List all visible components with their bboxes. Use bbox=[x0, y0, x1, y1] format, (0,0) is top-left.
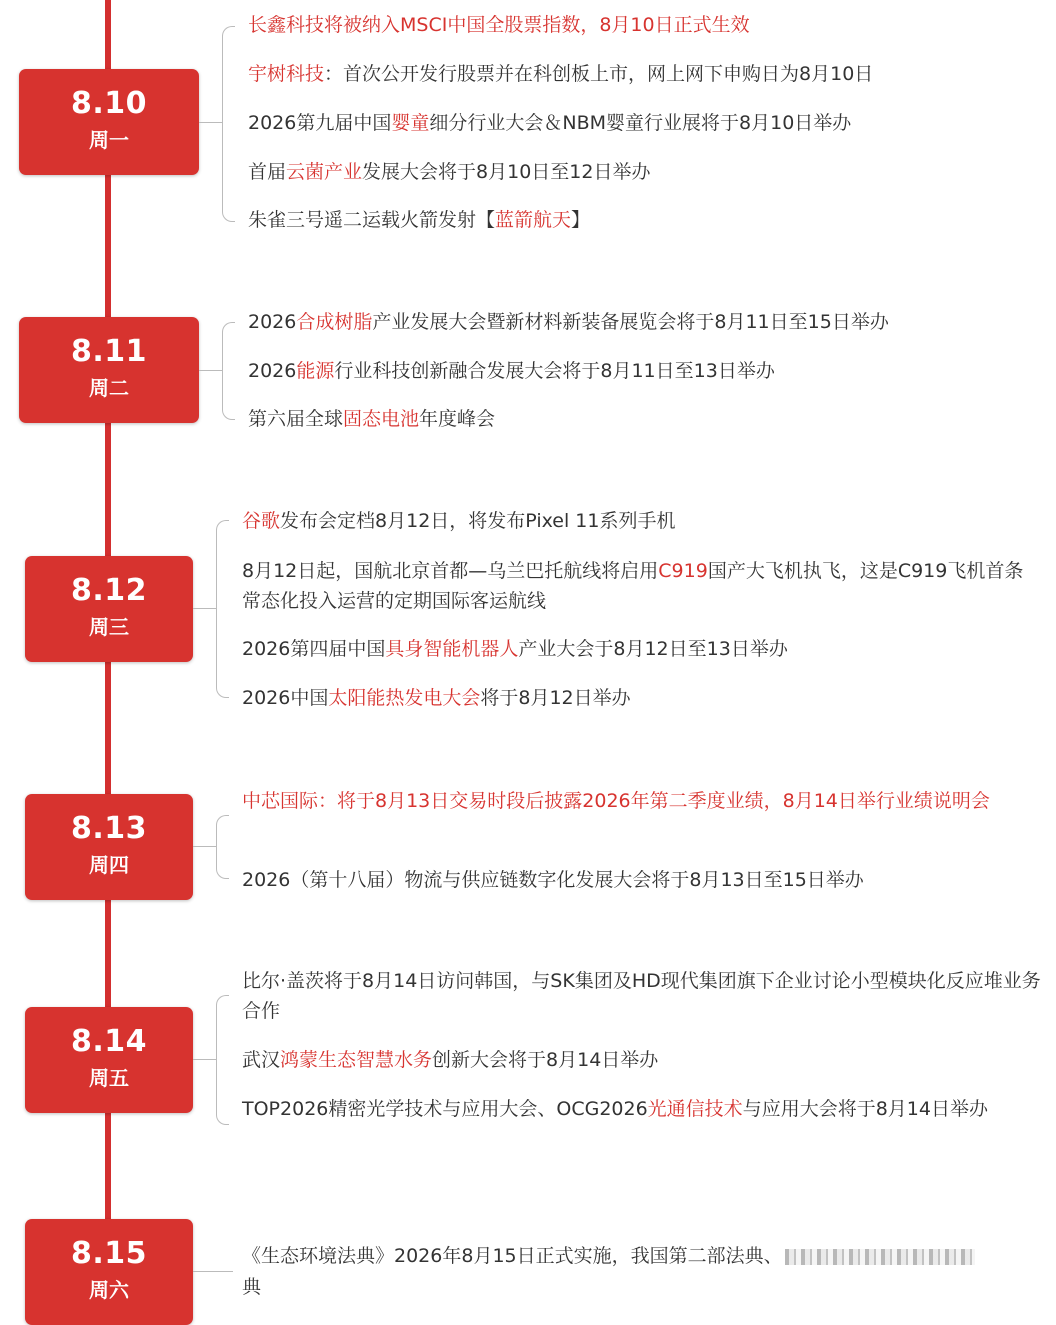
weekday-label: 周一 bbox=[89, 128, 129, 152]
event-item: 武汉鸿蒙生态智慧水务创新大会将于8月14日举办 bbox=[242, 1049, 659, 1071]
blurred-text bbox=[785, 1249, 975, 1265]
date-badge bbox=[19, 317, 199, 423]
event-item: 《生态环境法典》2026年8月15日正式实施，我国第二部法典、 bbox=[242, 1241, 975, 1271]
event-item: 2026第四届中国具身智能机器人产业大会于8月12日至13日举办 bbox=[242, 638, 788, 660]
event-item-continuation: 典 bbox=[242, 1276, 262, 1298]
connector bbox=[193, 608, 216, 609]
event-item: 第六届全球固态电池年度峰会 bbox=[248, 408, 496, 430]
event-item: 中芯国际：将于8月13日交易时段后披露2026年第二季度业绩，8月14日举行业绩说明会 bbox=[242, 790, 990, 812]
event-item: 2026能源行业科技创新融合发展大会将于8月11日至13日举办 bbox=[248, 360, 775, 382]
date-label: 8.12 bbox=[70, 573, 148, 608]
date-label: 8.14 bbox=[70, 1024, 148, 1059]
brace bbox=[216, 520, 229, 698]
weekday-label: 周五 bbox=[89, 1066, 129, 1090]
date-badge bbox=[25, 794, 193, 900]
weekday-label: 周六 bbox=[89, 1278, 129, 1302]
connector bbox=[193, 1271, 233, 1272]
connector bbox=[193, 846, 216, 847]
weekday-label: 周三 bbox=[89, 615, 129, 639]
connector bbox=[199, 122, 222, 123]
connector bbox=[199, 370, 222, 371]
event-item: 2026合成树脂产业发展大会暨新材料新装备展览会将于8月11日至15日举办 bbox=[248, 311, 889, 333]
weekday-label: 周二 bbox=[89, 376, 129, 400]
event-item: 谷歌发布会定档8月12日，将发布Pixel 11系列手机 bbox=[242, 510, 676, 532]
event-item: 8月12日起，国航北京首都—乌兰巴托航线将启用C919国产大飞机执飞，这是C919飞机首条常态化投入运营的定期国际客运航线 bbox=[242, 560, 1024, 612]
event-item: 宇树科技：首次公开发行股票并在科创板上市，网上网下申购日为8月10日 bbox=[248, 63, 874, 85]
event-item: 2026中国太阳能热发电大会将于8月12日举办 bbox=[242, 687, 631, 709]
date-badge bbox=[19, 69, 199, 175]
date-badge bbox=[25, 1219, 193, 1325]
connector bbox=[193, 1059, 216, 1060]
event-item: 2026第九届中国婴童细分行业大会＆NBM婴童行业展将于8月10日举办 bbox=[248, 112, 852, 134]
brace bbox=[216, 815, 229, 879]
weekday-label: 周四 bbox=[89, 853, 129, 877]
brace bbox=[222, 26, 235, 222]
date-label: 8.13 bbox=[70, 811, 148, 846]
event-item: 首届云菌产业发展大会将于8月10日至12日举办 bbox=[248, 161, 651, 183]
event-item: TOP2026精密光学技术与应用大会、OCG2026光通信技术与应用大会将于8月14日举办 bbox=[242, 1098, 988, 1120]
event-item: 2026（第十八届）物流与供应链数字化发展大会将于8月13日至15日举办 bbox=[242, 869, 864, 891]
date-label: 8.10 bbox=[70, 86, 148, 121]
event-item: 长鑫科技将被纳入MSCI中国全股票指数，8月10日正式生效 bbox=[248, 14, 750, 36]
brace bbox=[222, 322, 235, 420]
event-item: 朱雀三号遥二运载火箭发射【蓝箭航天】 bbox=[248, 209, 591, 231]
date-badge bbox=[25, 556, 193, 662]
event-item: 比尔·盖茨将于8月14日访问韩国，与SK集团及HD现代集团旗下企业讨论小型模块化反应堆业务合作 bbox=[242, 970, 1041, 1022]
date-label: 8.11 bbox=[70, 334, 148, 369]
date-badge bbox=[25, 1007, 193, 1113]
date-label: 8.15 bbox=[70, 1236, 148, 1271]
brace bbox=[216, 995, 229, 1125]
